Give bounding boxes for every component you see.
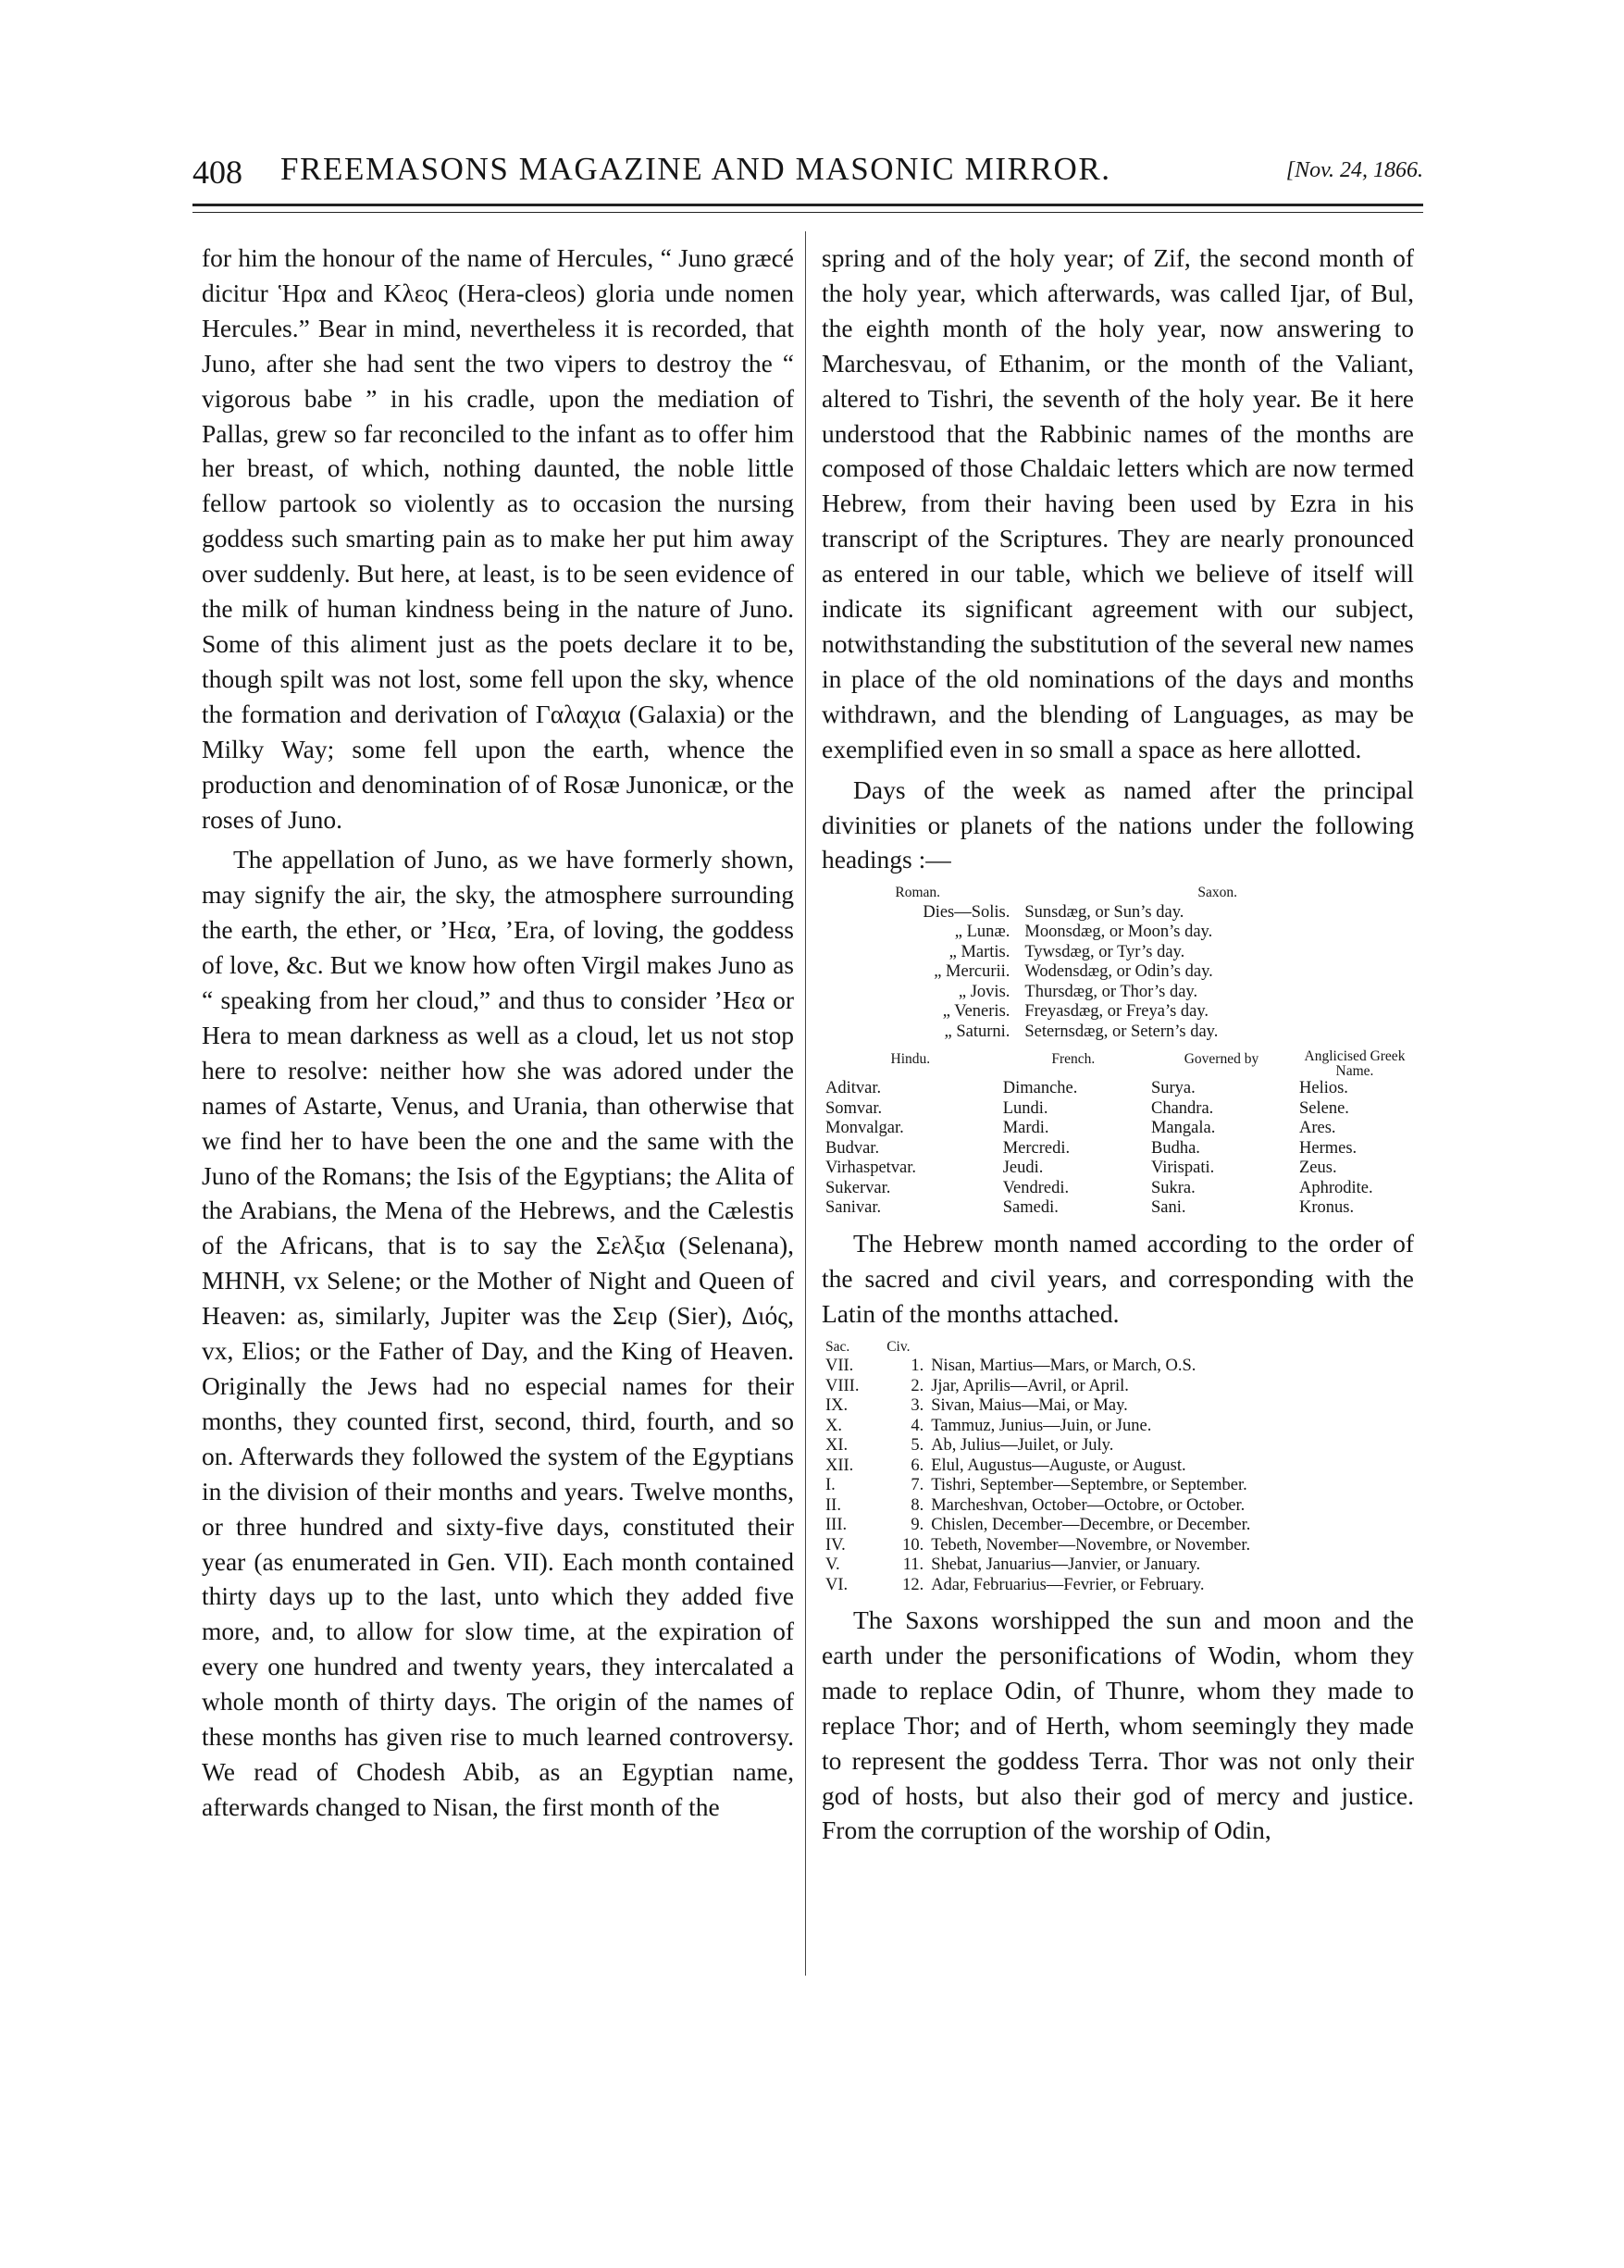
table-cell: III. <box>825 1516 848 1535</box>
table-cell: Dies—Solis. <box>923 902 1010 922</box>
table-cell: VIII. <box>825 1376 860 1395</box>
table-row <box>822 1496 1414 1517</box>
table-cell: 11. <box>902 1555 924 1575</box>
table-row <box>822 903 1414 923</box>
table-cell: 6. <box>911 1456 924 1475</box>
table-cell: Chislen, December—Decembre, or December. <box>931 1516 1251 1535</box>
right-column <box>822 241 1414 1853</box>
table-row <box>822 1357 1414 1377</box>
table-cell: Freyasdæg, or Freya’s day. <box>1024 1002 1209 1022</box>
page-number: 408 <box>192 154 242 191</box>
table-cell: Nisan, Martius—Mars, or March, O.S. <box>931 1357 1196 1376</box>
days-table-hindu-french <box>822 1049 1414 1219</box>
magazine-title: FREEMASONS MAGAZINE AND MASONIC MIRROR. <box>280 151 1111 187</box>
table-cell: Tywsdæg, or Tyr’s day. <box>1024 942 1185 961</box>
table-row <box>822 1159 1414 1179</box>
table-cell: Thursdæg, or Thor’s day. <box>1024 982 1198 1001</box>
table-row <box>822 1476 1414 1496</box>
table-cell: Budha. <box>1150 1138 1200 1158</box>
table-cell: Zeus. <box>1299 1159 1337 1178</box>
table-header-cell: Civ. <box>886 1338 911 1355</box>
right-paragraph-1: spring and of the holy year; of Zif, the second month of the holy year, which afterwards, was called Ijar, of Bul, the eighth month of the holy year, now answering to Marchesvau, of Ethanim, or the month of the Valiant, altered to Tishri, the seventh of the holy year. Be it here understood that the Rabbinic names of the months are composed of those Chaldaic letters which are now termed Hebrew, from their having been used by Ezra in his transcript of the Scriptures. They are nearly pronounced as entered in our table, which we believe of itself will indicate its significant agreement with our subject, notwithstanding the substitution of the several new names in place of the old nominations of the days and months withdrawn, and the blending of Languages, as may be exemplified even in so small a space as here allotted. <box>822 243 1414 763</box>
table-cell: Sani. <box>1150 1198 1186 1218</box>
table-row <box>822 1139 1414 1159</box>
table-row <box>822 1396 1414 1417</box>
column-divider <box>805 231 806 1976</box>
table-cell: 5. <box>911 1436 924 1456</box>
table-row <box>822 1377 1414 1397</box>
table-row <box>822 962 1414 983</box>
table-cell: Chandra. <box>1150 1098 1214 1118</box>
table-row <box>822 1555 1414 1576</box>
table-cell: 10. <box>902 1535 924 1555</box>
table-row <box>822 923 1414 943</box>
table-header-cell: Governed by <box>1184 1051 1259 1068</box>
table-cell: IX. <box>825 1396 849 1416</box>
hebrew-months-table <box>822 1337 1414 1596</box>
table-row <box>822 1576 1414 1596</box>
table-cell: Virispati. <box>1150 1159 1215 1178</box>
left-column <box>202 241 794 1830</box>
table-cell: Elul, Augustus—Auguste, or August. <box>931 1456 1186 1475</box>
table-cell: Selene. <box>1299 1098 1349 1118</box>
table-cell: Tishri, September—Septembre, or September. <box>931 1476 1247 1495</box>
table-cell: Shebat, Januarius—Janvier, or January. <box>931 1555 1201 1575</box>
table-cell: Samedi. <box>1002 1198 1059 1218</box>
table-cell: Moonsdæg, or Moon’s day. <box>1024 923 1213 942</box>
table-cell: Aphrodite. <box>1299 1178 1373 1197</box>
right-paragraph-3: The Hebrew month named according to the order of the sacred and civil years, and corresponding with the Latin of the months attached. <box>822 1228 1414 1328</box>
table-cell: I. <box>825 1476 836 1495</box>
table-header-cell: Saxon. <box>1197 885 1237 901</box>
table-header-row <box>822 883 1414 903</box>
table-header-cell: Anglicised Greek Name. <box>1304 1048 1406 1080</box>
table-cell: Tammuz, Junius—Juin, or June. <box>931 1416 1152 1435</box>
table-cell: „ Saturni. <box>944 1022 1010 1041</box>
table-header-cell <box>927 1337 1414 1357</box>
table-cell: Ab, Julius—Juilet, or July. <box>931 1436 1114 1456</box>
table-row <box>822 1119 1414 1139</box>
table-cell: „ Lunæ. <box>954 923 1010 942</box>
table-cell: 4. <box>911 1416 924 1435</box>
table-header-cell: Hindu. <box>890 1051 931 1068</box>
table-cell: Monvalgar. <box>825 1119 904 1138</box>
table-cell: „ Martis. <box>948 942 1010 961</box>
table-cell: Sunsdæg, or Sun’s day. <box>1024 902 1184 922</box>
table-row <box>822 983 1414 1003</box>
table-cell: X. <box>825 1416 842 1435</box>
table-cell: V. <box>825 1555 840 1575</box>
table-cell: Virhaspetvar. <box>825 1159 917 1178</box>
table-cell: 7. <box>911 1476 924 1495</box>
table-cell: Sukervar. <box>825 1178 891 1197</box>
table-row <box>822 1536 1414 1556</box>
table-cell: Hermes. <box>1299 1138 1357 1158</box>
table-cell: 8. <box>911 1495 924 1515</box>
table-cell: XI. <box>825 1436 849 1456</box>
table-cell: 2. <box>911 1376 924 1395</box>
table-cell: Ares. <box>1299 1119 1336 1138</box>
table-cell: Somvar. <box>825 1098 883 1118</box>
table-cell: XII. <box>825 1456 854 1475</box>
table-cell: Vendredi. <box>1002 1178 1070 1197</box>
table-cell: Sivan, Maius—Mai, or May. <box>931 1396 1128 1416</box>
table-cell: Mangala. <box>1150 1119 1216 1138</box>
table-cell: Tebeth, November—Novembre, or November. <box>931 1535 1251 1555</box>
table-cell: IV. <box>825 1535 846 1555</box>
table-header-cell: Sac. <box>825 1338 850 1355</box>
table-row <box>822 1516 1414 1536</box>
issue-date: [Nov. 24, 1866. <box>1285 158 1423 182</box>
table-cell: „ Veneris. <box>942 1002 1010 1022</box>
table-cell: Jjar, Aprilis—Avril, or April. <box>931 1376 1129 1395</box>
table-cell: Mercredi. <box>1002 1138 1071 1158</box>
table-cell: Sanivar. <box>825 1198 882 1218</box>
table-cell: Mardi. <box>1002 1119 1049 1138</box>
table-row <box>822 1022 1414 1043</box>
table-cell: Kronus. <box>1299 1198 1355 1218</box>
table-cell: 12. <box>902 1575 924 1594</box>
table-cell: VI. <box>825 1575 849 1594</box>
table-cell: 3. <box>911 1396 924 1416</box>
table-header-cell: French. <box>1051 1051 1096 1068</box>
table-row <box>822 1099 1414 1120</box>
table-cell: Lundi. <box>1002 1098 1048 1118</box>
table-row <box>822 1079 1414 1099</box>
page-header <box>192 151 1423 195</box>
table-cell: Budvar. <box>825 1138 880 1158</box>
table-row <box>822 1417 1414 1437</box>
table-cell: Helios. <box>1299 1079 1348 1098</box>
left-paragraph-2: The appellation of Juno, as we have formerly shown, may signify the air, the sky, the atmosphere surrounding the earth, the ether, or ’Ηεα, ’Era, of loving, the goddess of love, &c. But we know how often Virgil makes Juno as “ speaking from her cloud,” and thus to consider ’Ηεα or Hera to mean darkness as well as a cloud, let us not stop here to resolve: neither how she was adored under the names of Astarte, Venus, and Urania, than otherwise that we find her to have been the one and the same with the Juno of the Romans; the Isis of the Egyptians; the Alita of the Arabians, the Mena of the Hebrews, and the Cælestis of the Africans, that is to say the Σελξια (Selenana), ΜΗΝΗ, vx Selene; or the Mother of Night and Queen of Heaven: as, similarly, Jupiter was the Σειρ (Sier), Διός, vx, Elios; or the Father of Day, and the King of Heaven. Originally the Jews had no especial names for their months, they counted first, second, third, fourth, and so on. Afterwards they followed the system of the Egyptians in the division of their months and years. Twelve months, or three hundred and sixty-five days, constituted their year (as enumerated in Gen. VII). Each month contained thirty days up to the last, unto which they added five more, and, to allow for slow time, at the expiration of every one hundred and twenty years, they intercalated a whole month of thirty days. The origin of the names of these months has given rise to much learned controversy. We read of Chodesh Abib, as an Egyptian name, afterwards changed to Nisan, the first month of the <box>202 845 794 1821</box>
table-cell: Sukra. <box>1150 1178 1196 1197</box>
table-cell: Dimanche. <box>1002 1079 1078 1098</box>
right-paragraph-4: The Saxons worshipped the sun and moon and the earth under the personifications of Wodin, whom they made to replace Odin, of Thunre, whom they made to replace Thor; and of Herth, whom seemingly they made to represent the goddess Terra. Thor was not only their god of hosts, but also their god of mercy and justice. From the corruption of the worship of Odin, <box>822 1605 1414 1845</box>
table-cell: Adar, Februarius—Fevrier, or February. <box>931 1575 1205 1594</box>
table-cell: Marcheshvan, October—Octobre, or October. <box>931 1495 1246 1515</box>
header-rule-thin <box>192 212 1423 213</box>
table-cell: 9. <box>911 1516 924 1535</box>
table-cell: „ Jovis. <box>958 982 1010 1001</box>
table-cell: Jeudi. <box>1002 1159 1044 1178</box>
header-rule-thick <box>192 204 1423 206</box>
table-row <box>822 943 1414 963</box>
table-row <box>822 1456 1414 1477</box>
table-header-row <box>822 1337 1414 1357</box>
table-cell: „ Mercurii. <box>934 962 1010 982</box>
table-cell: VII. <box>825 1357 854 1376</box>
table-row <box>822 1179 1414 1199</box>
table-row <box>822 1002 1414 1022</box>
table-cell: Aditvar. <box>825 1079 882 1098</box>
table-cell: Surya. <box>1150 1079 1196 1098</box>
table-header-cell: Roman. <box>895 885 941 901</box>
days-table-roman-saxon <box>822 883 1414 1042</box>
right-paragraph-2: Days of the week as named after the principal divinities or planets of the nations under the following headings :— <box>822 775 1414 874</box>
table-row <box>822 1436 1414 1456</box>
table-cell: Seternsdæg, or Setern’s day. <box>1024 1022 1219 1041</box>
table-cell: II. <box>825 1495 841 1515</box>
table-header-row <box>822 1049 1414 1079</box>
table-cell: Wodensdæg, or Odin’s day. <box>1024 962 1213 982</box>
table-row <box>822 1198 1414 1219</box>
table-cell: 1. <box>911 1357 924 1376</box>
left-paragraph-1: for him the honour of the name of Hercules, “ Juno græcé dicitur Ἡρα and Κλεος (Hera-cleos) gloria unde nomen Hercules.” Bear in mind, nevertheless it is recorded, that Juno, after she had sent the two vipers to destroy the “ vigorous babe ” in his cradle, upon the mediation of Pallas, grew so far reconciled to the infant as to offer him her breast, of which, nothing daunted, the noble little fellow partook so violently as to occasion the nursing goddess such smarting pain as to make her put him away over suddenly. But here, at least, is to be seen evidence of the milk of human kindness being in the nature of Juno. Some of this aliment just as the poets declare it to be, though spilt was not lost, some fell upon the sky, whence the formation and derivation of Γαλαχια (Galaxia) or the Milky Way; some fell upon the earth, whence the production and denomination of of Rosæ Junonicæ, or the roses of Juno. <box>202 243 794 834</box>
